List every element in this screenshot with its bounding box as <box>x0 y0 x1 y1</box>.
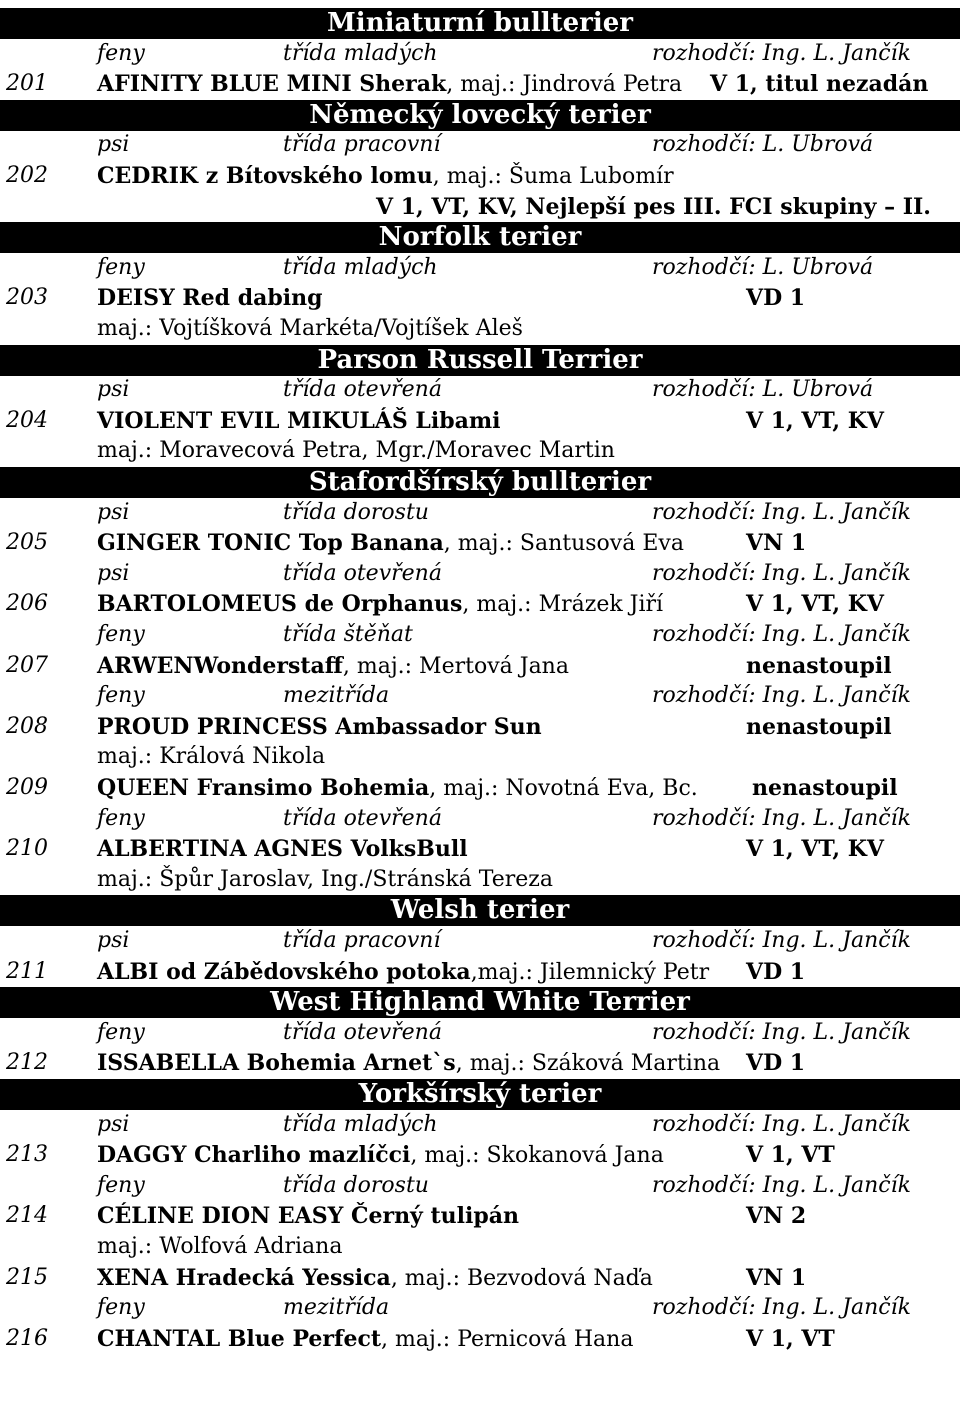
dog-name: DAGGY Charliho mazlíčci <box>97 1142 411 1169</box>
dog-entry <box>0 589 960 619</box>
entry-number: 206 <box>6 591 48 617</box>
class-label: třída dorostu <box>283 499 429 525</box>
owner-line: maj.: Špůr Jaroslav, Ing./Stránská Tereza <box>97 866 553 892</box>
dog-line <box>97 161 674 192</box>
result-label: VD 1 <box>746 1050 806 1077</box>
class-row <box>0 39 960 69</box>
dog-entry <box>0 1324 960 1354</box>
entry-number: 212 <box>6 1050 48 1076</box>
class-row <box>0 1110 960 1140</box>
breed-header: Stafordšírský bullterier <box>0 467 960 498</box>
owner-inline: , maj.: Mertová Jana <box>342 653 569 679</box>
class-row <box>0 253 960 283</box>
dog-entry <box>0 773 960 803</box>
result-label: VN 2 <box>746 1203 807 1230</box>
result-label: VN 1 <box>746 530 807 557</box>
sex-label: psi <box>97 377 130 403</box>
dog-entry <box>0 834 960 864</box>
judge-label: rozhodčí: L. Ubrová <box>652 377 874 403</box>
class-label: mezitřída <box>283 683 390 709</box>
entry-number: 215 <box>6 1264 48 1290</box>
breed-header: Miniaturní bullterier <box>0 8 960 39</box>
class-label: třída mladých <box>283 254 438 280</box>
class-label: třída mladých <box>283 40 438 66</box>
judge-label: rozhodčí: Ing. L. Jančík <box>652 499 911 525</box>
class-row <box>0 681 960 711</box>
dog-name: XENA Hradecká Yessica <box>97 1264 391 1291</box>
sex-label: psi <box>97 499 130 525</box>
dog-line <box>97 651 569 682</box>
class-row <box>0 804 960 834</box>
dog-line <box>97 406 501 437</box>
owner-row <box>0 865 960 895</box>
class-row <box>0 926 960 956</box>
sex-label: feny <box>97 40 145 66</box>
award-label: V 1, VT, KV, Nejlepší pes III. FCI skupiny – II. <box>376 193 931 220</box>
entry-number: 203 <box>6 285 48 311</box>
dog-entry <box>0 712 960 742</box>
dog-line <box>97 589 663 620</box>
result-label: V 1, VT <box>746 1142 835 1169</box>
dog-line <box>97 1263 653 1294</box>
class-row <box>0 1171 960 1201</box>
dog-entry <box>0 957 960 987</box>
sex-label: feny <box>97 1295 145 1321</box>
dog-name: ARWENWonderstaff <box>97 652 343 679</box>
entry-number: 202 <box>6 163 48 188</box>
dog-name: GINGER TONIC Top Banana <box>97 530 444 557</box>
dog-name: ALBERTINA AGNES VolksBull <box>97 836 468 863</box>
dog-name: ISSABELLA Bohemia Arnet`s <box>97 1050 456 1077</box>
sex-label: feny <box>97 1019 145 1045</box>
entry-number: 213 <box>6 1142 48 1168</box>
dog-line <box>97 528 684 559</box>
class-label: třída otevřená <box>283 1019 442 1045</box>
class-label: třída štěňat <box>283 622 413 647</box>
owner-inline: , maj.: Santusová Eva <box>443 531 684 557</box>
dog-name: QUEEN Fransimo Bohemia <box>97 775 430 801</box>
breed-header: Parson Russell Terrier <box>0 345 960 376</box>
class-row <box>0 130 960 160</box>
result-label: VN 1 <box>746 1264 807 1291</box>
entry-number: 207 <box>6 652 48 678</box>
dog-entry <box>0 528 960 558</box>
sex-label: psi <box>97 560 130 586</box>
owner-line: maj.: Moravecová Petra, Mgr./Moravec Martin <box>97 438 615 464</box>
class-row <box>0 559 960 589</box>
class-label: třída pracovní <box>283 928 441 953</box>
dog-name: PROUD PRINCESS Ambassador Sun <box>97 713 542 740</box>
class-label: třída pracovní <box>283 132 441 158</box>
result-label: V 1, VT, KV <box>746 591 884 618</box>
sex-label: feny <box>97 683 145 709</box>
entry-number: 205 <box>6 530 48 556</box>
entry-number: 201 <box>6 71 48 97</box>
dog-entry <box>0 1048 960 1078</box>
judge-label: rozhodčí: Ing. L. Jančík <box>652 40 911 66</box>
result-label: V 1, VT, KV <box>746 407 884 434</box>
class-row <box>0 1018 960 1048</box>
breed-header: Německý lovecký terier <box>0 100 960 131</box>
dog-name: ALBI od Zábědovského potoka <box>97 958 471 985</box>
owner-inline: , maj.: Novotná Eva, Bc. <box>429 776 698 801</box>
sex-label: psi <box>97 928 130 953</box>
judge-label: rozhodčí: Ing. L. Jančík <box>652 622 911 647</box>
judge-label: rozhodčí: Ing. L. Jančík <box>652 560 911 586</box>
owner-inline: , maj.: Mrázek Jiří <box>462 592 664 618</box>
class-label: třída otevřená <box>283 805 442 831</box>
owner-inline: , maj.: Skokanová Jana <box>410 1143 664 1169</box>
dog-line <box>97 957 709 988</box>
result-label: V 1, titul nezadán <box>710 71 929 98</box>
judge-label: rozhodčí: Ing. L. Jančík <box>652 683 911 709</box>
breed-header: West Highland White Terrier <box>0 987 960 1018</box>
class-label: třída otevřená <box>283 560 442 586</box>
dog-line <box>97 1324 633 1355</box>
result-label: V 1, VT, KV <box>746 836 884 863</box>
dog-line <box>97 69 682 100</box>
judge-label: rozhodčí: Ing. L. Jančík <box>652 1295 911 1321</box>
dog-entry <box>0 651 960 681</box>
dog-line <box>97 283 322 314</box>
dog-line <box>97 773 698 804</box>
dog-entry <box>0 406 960 436</box>
owner-inline: ,maj.: Jilemnický Petr <box>470 959 710 985</box>
owner-inline: , maj.: Šuma Lubomír <box>432 164 674 189</box>
dog-entry <box>0 1263 960 1293</box>
breed-header: Yorkšírský terier <box>0 1079 960 1110</box>
owner-row <box>0 1232 960 1262</box>
dog-line <box>97 1048 720 1079</box>
dog-line <box>97 834 468 865</box>
judge-label: rozhodčí: Ing. L. Jančík <box>652 1111 911 1137</box>
dog-entry <box>0 1201 960 1231</box>
owner-line: maj.: Vojtíšková Markéta/Vojtíšek Aleš <box>97 316 523 341</box>
entry-number: 204 <box>6 407 48 433</box>
dog-line <box>97 1201 519 1232</box>
class-label: mezitřída <box>283 1295 390 1321</box>
class-label: třída mladých <box>283 1111 438 1137</box>
entry-number: 209 <box>6 775 48 800</box>
dog-line <box>97 712 542 743</box>
class-row <box>0 498 960 528</box>
dog-name: VIOLENT EVIL MIKULÁŠ Libami <box>97 407 501 434</box>
dog-name: CHANTAL Blue Perfect <box>97 1325 382 1352</box>
sex-label: feny <box>97 1172 145 1198</box>
class-label: třída dorostu <box>283 1172 429 1198</box>
judge-label: rozhodčí: Ing. L. Jančík <box>652 1172 911 1198</box>
judge-label: rozhodčí: L. Ubrová <box>652 132 874 158</box>
sex-label: feny <box>97 622 145 647</box>
entry-number: 211 <box>6 958 48 984</box>
owner-line: maj.: Králová Nikola <box>97 744 326 770</box>
sex-label: feny <box>97 254 145 280</box>
breed-header: Norfolk terier <box>0 222 960 253</box>
judge-label: rozhodčí: Ing. L. Jančík <box>652 928 911 953</box>
owner-row <box>0 314 960 344</box>
dog-name: AFINITY BLUE MINI Sherak <box>97 71 447 98</box>
sex-label: feny <box>97 805 145 831</box>
class-row <box>0 1293 960 1323</box>
entry-number: 214 <box>6 1203 48 1229</box>
award-row <box>0 192 960 222</box>
owner-inline: , maj.: Jindrová Petra <box>446 72 683 98</box>
dog-name: CÉLINE DION EASY Černý tulipán <box>97 1203 520 1230</box>
sex-label: psi <box>97 132 130 158</box>
class-label: třída otevřená <box>283 377 442 403</box>
result-label: VD 1 <box>746 958 806 985</box>
dog-name: DEISY Red dabing <box>97 285 323 312</box>
result-label: nenastoupil <box>746 652 892 679</box>
result-label: nenastoupil <box>746 713 892 740</box>
dog-entry <box>0 283 960 313</box>
owner-row <box>0 742 960 772</box>
dog-name: CEDRIK z Bítovského lomu <box>97 163 433 189</box>
owner-inline: , maj.: Bezvodová Naďa <box>390 1265 653 1291</box>
dog-line <box>97 1140 664 1171</box>
owner-line: maj.: Wolfová Adriana <box>97 1234 343 1259</box>
dog-entry <box>0 161 960 191</box>
dog-entry <box>0 69 960 99</box>
judge-label: rozhodčí: Ing. L. Jančík <box>652 1019 911 1045</box>
entry-number: 208 <box>6 713 48 739</box>
dog-entry <box>0 1140 960 1170</box>
dog-name: BARTOLOMEUS de Orphanus <box>97 591 463 618</box>
class-row <box>0 620 960 650</box>
judge-label: rozhodčí: L. Ubrová <box>652 254 874 280</box>
entry-number: 210 <box>6 836 48 862</box>
judge-label: rozhodčí: Ing. L. Jančík <box>652 805 911 831</box>
entry-number: 216 <box>6 1325 48 1351</box>
result-label: VD 1 <box>746 285 806 312</box>
result-label: V 1, VT <box>746 1325 835 1352</box>
owner-row <box>0 436 960 466</box>
breed-header: Welsh terier <box>0 895 960 926</box>
result-label: nenastoupil <box>752 775 898 801</box>
class-row <box>0 375 960 405</box>
owner-inline: , maj.: Pernicová Hana <box>381 1326 634 1352</box>
sex-label: psi <box>97 1111 130 1137</box>
owner-inline: , maj.: Száková Martina <box>455 1051 721 1077</box>
